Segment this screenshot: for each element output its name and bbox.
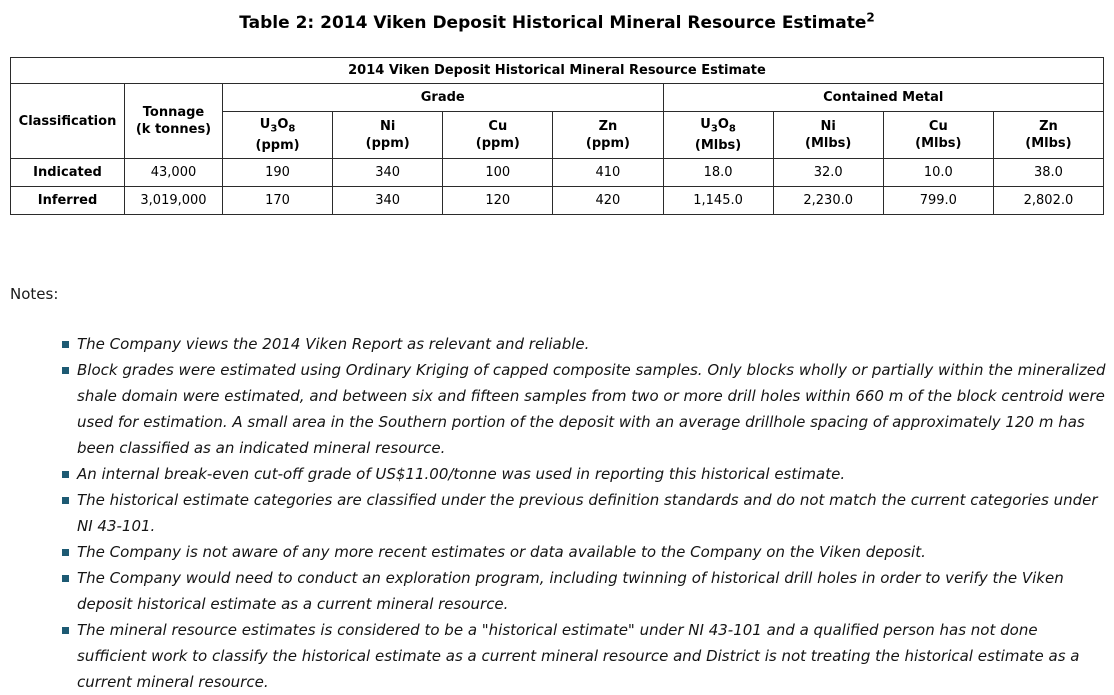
note-text: Block grades were estimated using Ordinary Kriging of capped composite samples. Only blocks wholly or partially within the mineralized shale domain were estimated, and between six and fifteen samples from two or more drill holes within 660 m of the block centroid were used for estimation. A small area in the Southern portion of the deposit with an average drillhole spacing of approximately 120 m has been classified as an indicated mineral resource. [77,361,1106,457]
bullet-square-icon [62,497,69,504]
list-item [62,565,1108,617]
col-header-classification: Classification [11,84,125,159]
col-header-u3o8-mlbs [663,112,773,159]
tonnage-cell: 3,019,000 [125,187,223,215]
table-caption: 2014 Viken Deposit Historical Mineral Resource Estimate [11,58,1104,84]
element-label: Ni [380,119,396,134]
list-item [62,539,1108,565]
element-label: Zn [1039,119,1058,134]
u3o8-formula: $U_3O_8$ [259,116,296,135]
notes-heading: Notes: [10,285,59,303]
page-title [0,0,1114,34]
unit-label: (Mlbs) [694,138,742,154]
note-text: The Company is not aware of any more recent estimates or data available to the Company on the Viken deposit. [77,543,926,561]
value-cell: 170 [223,187,333,215]
value-cell: 410 [553,159,663,187]
group-header-grade: Grade [223,84,664,112]
mineral-resource-table [10,57,1104,215]
value-cell: 38.0 [993,159,1103,187]
unit-label: (Mlbs) [1025,136,1072,151]
list-item [62,331,1108,357]
table-row-inferred [11,187,1104,215]
value-cell: 2,802.0 [993,187,1103,215]
value-cell: 100 [443,159,553,187]
value-cell: 1,145.0 [663,187,773,215]
element-label: Cu [488,119,508,134]
note-text: The historical estimate categories are classified under the previous definition standards and do not match the current categories under NI 43-101. [77,491,1098,535]
page-title-text: Table 2: 2014 Viken Deposit Historical Mineral Resource Estimate [239,13,867,33]
note-text: The Company would need to conduct an exploration program, including twinning of historical drill holes in order to verify the Viken deposit historical estimate as a current mineral resource. [77,569,1064,613]
col-header-cu-ppm [443,112,553,159]
col-header-zn-mlbs [993,112,1103,159]
unit-label: (ppm) [475,136,520,151]
col-header-ni-ppm [333,112,443,159]
col-header-zn-ppm [553,112,663,159]
col-header-ni-mlbs [773,112,883,159]
bullet-square-icon [62,627,69,634]
col-header-u3o8-ppm [223,112,333,159]
tonnage-header-line2: (k tonnes) [135,122,212,137]
bullet-square-icon [62,341,69,348]
list-item [62,487,1108,539]
bullet-square-icon [62,471,69,478]
col-header-cu-mlbs [883,112,993,159]
notes-list [62,331,1108,695]
classification-cell: Indicated [11,159,125,187]
list-item [62,461,1108,487]
col-header-tonnage [125,84,223,159]
value-cell: 340 [333,187,443,215]
value-cell: 190 [223,159,333,187]
classification-cell: Inferred [11,187,125,215]
note-text: An internal break-even cut-off grade of US$11.00/tonne was used in reporting this historical estimate. [77,465,846,483]
note-text: The mineral resource estimates is considered to be a "historical estimate" under NI 43-101 and a qualified person has not done sufficient work to classify the historical estimate as a current mineral resource and District is not treating the historical estimate as a current mineral resource. [77,621,1080,691]
unit-label: (ppm) [585,136,630,151]
value-cell: 340 [333,159,443,187]
bullet-square-icon [62,367,69,374]
element-label: Cu [928,119,948,134]
bullet-square-icon [62,575,69,582]
bullet-square-icon [62,549,69,556]
element-label: Zn [598,119,618,134]
group-header-contained-metal: Contained Metal [663,84,1104,112]
value-cell: 420 [553,187,663,215]
page-title-superscript: 2 [866,10,875,25]
element-label: Ni [820,119,836,134]
unit-label: (ppm) [365,136,410,151]
tonnage-header-line1: Tonnage [142,105,205,120]
value-cell: 799.0 [883,187,993,215]
unit-label: (ppm) [255,138,300,154]
u3o8-formula: $U_3O_8$ [700,116,736,135]
note-text: The Company views the 2014 Viken Report as relevant and reliable. [77,335,590,353]
value-cell: 10.0 [883,159,993,187]
value-cell: 18.0 [663,159,773,187]
unit-label: (Mlbs) [805,136,852,151]
tonnage-cell: 43,000 [125,159,223,187]
list-item [62,357,1108,461]
list-item [62,617,1108,695]
value-cell: 32.0 [773,159,883,187]
table-row-indicated [11,159,1104,187]
value-cell: 2,230.0 [773,187,883,215]
unit-label: (Mlbs) [915,136,962,151]
value-cell: 120 [443,187,553,215]
